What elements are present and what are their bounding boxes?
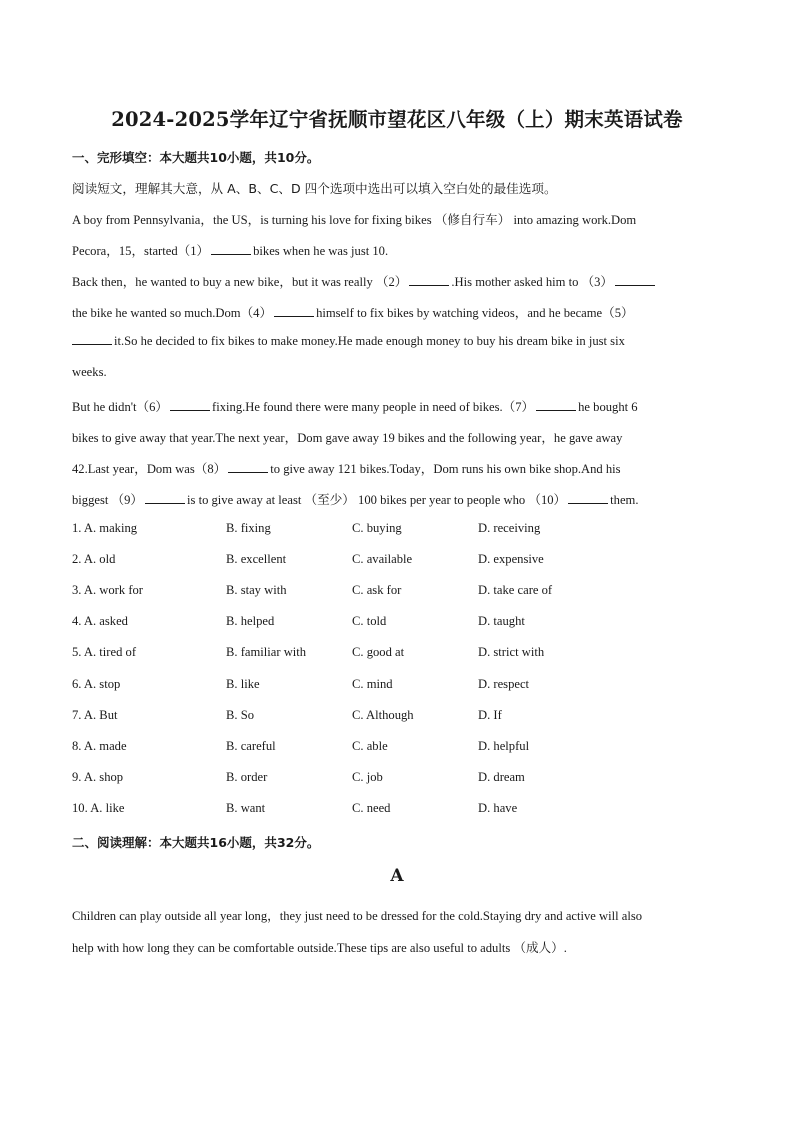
- question-5-options: 5. A. tired of B. familiar with C. good at D. strict with: [72, 645, 545, 659]
- answer-blank: [536, 399, 576, 411]
- answer-blank: [274, 305, 314, 317]
- answer-blank: [72, 333, 112, 345]
- question-2-options: 2. A. old B. excellent C. available D. expensive: [72, 552, 544, 566]
- answer-blank: [409, 274, 449, 286]
- part1-heading: 一、完形填空：本大题共10小题，共10分。: [72, 150, 320, 165]
- passage-line-1: A boy from Pennsylvania，the US，is turning his love for fixing bikes （修自行车） into amazing work.Dom: [72, 213, 637, 227]
- answer-blank: [615, 274, 655, 286]
- passage-line-7: But he didn't（6） fixing.He found there were many people in need of bikes.（7） he bought 6: [72, 400, 638, 414]
- reading-line-1: Children can play outside all year long，they just need to be dressed for the cold.Staying dry and active will also: [72, 909, 643, 923]
- reading-line-2: help with how long they can be comfortable outside.These tips are also useful to adults （成人）.: [72, 941, 567, 955]
- question-6-options: 6. A. stop B. like C. mind D. respect: [72, 677, 530, 691]
- question-10-options: 10. A. like B. want C. need D. have: [72, 801, 518, 815]
- question-7-options: 7. A. But B. So C. Although D. If: [72, 708, 502, 722]
- passage-line-4: the bike he wanted so much.Dom（4） himself to fix bikes by watching videos，and he became（5）: [72, 306, 634, 320]
- answer-blank: [228, 461, 268, 473]
- exam-title: 2024-2025学年辽宁省抚顺市望花区八年级（上）期末英语试卷: [111, 108, 683, 131]
- passage-line-3: Back then，he wanted to buy a new bike，but it was really （2） .His mother asked him to （3）: [72, 271, 657, 290]
- passage-line-5: it.So he decided to fix bikes to make money.He made enough money to buy his dream bike in just six: [72, 333, 625, 349]
- question-4-options: 4. A. asked B. helped C. told D. taught: [72, 614, 525, 628]
- answer-blank: [568, 492, 608, 504]
- part2-heading: 二、阅读理解：本大题共16小题，共32分。: [72, 835, 320, 850]
- section-letter: A: [390, 866, 404, 886]
- question-9-options: 9. A. shop B. order C. job D. dream: [72, 770, 525, 784]
- passage-line-6: weeks.: [72, 365, 107, 379]
- passage-line-9: 42.Last year，Dom was（8） to give away 121 bikes.Today，Dom runs his own bike shop.And his: [72, 462, 621, 476]
- passage-line-10: biggest （9） is to give away at least （至少） 100 bikes per year to people who （10） them.: [72, 493, 639, 507]
- question-8-options: 8. A. made B. careful C. able D. helpful: [72, 739, 530, 753]
- passage-line-2: Pecora，15，started（1） bikes when he was just 10.: [72, 244, 389, 258]
- question-3-options: 3. A. work for B. stay with C. ask for D. take care of: [72, 583, 553, 597]
- answer-blank: [211, 243, 251, 255]
- answer-blank: [145, 492, 185, 504]
- part1-instruction: 阅读短文，理解其大意，从 A、B、C、D 四个选项中选出可以填入空白处的最佳选项。: [72, 181, 557, 196]
- question-1-options: 1. A. making B. fixing C. buying D. receiving: [72, 521, 541, 535]
- passage-line-8: bikes to give away that year.The next year，Dom gave away 19 bikes and the following year，he gave away: [72, 431, 623, 445]
- answer-blank: [170, 399, 210, 411]
